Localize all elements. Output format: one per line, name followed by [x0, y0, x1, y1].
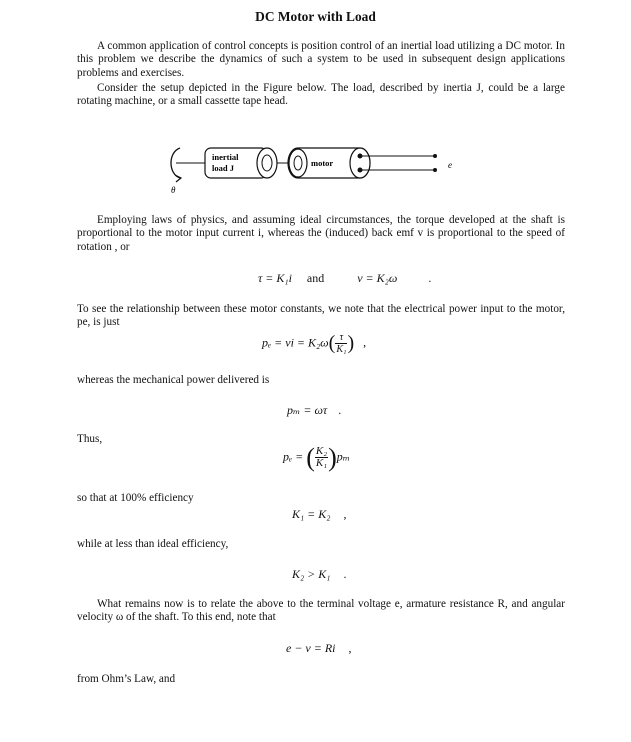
theta-label: θ — [171, 185, 176, 195]
equation-torque — [258, 272, 431, 285]
eq1-right: v = K₂ω — [357, 271, 398, 285]
motor-load-figure — [150, 138, 480, 200]
page-title: DC Motor with Load — [255, 9, 376, 24]
load-label-line1: inertial — [212, 152, 239, 162]
equation-inequality — [292, 568, 346, 581]
paragraph-thus: Thus, — [77, 433, 103, 445]
paragraph-intro: A common application of control concepts is position control of an inertial load utilizing a DC motor. In this problem we describe the dynamics of such a system to be used in subsequent design applications problems and exercises. — [77, 40, 565, 79]
eq4-rhs: pₘ — [336, 449, 351, 464]
terminal-plus — [433, 154, 437, 158]
eq5-tail: , — [343, 507, 347, 521]
load-label-line2: load J — [212, 163, 234, 173]
paragraph-torque: Employing laws of physics, and assuming ideal circumstances, the torque developed at the shaft is proportional to the motor input current i, whereas the (induced) back emf v is proportional to the speed of rotation , or — [77, 214, 565, 253]
paragraph-setup: Consider the setup depicted in the Figure below. The load, described by inertia J, could be a large rotating machine, or a small cassette tape head. — [77, 82, 565, 108]
paragraph-full-efficiency: so that at 100% efficiency — [77, 492, 194, 504]
eq1-dot: . — [428, 271, 432, 285]
eq2-den: K₁ — [336, 344, 347, 355]
eq5: K₁ = K₂ — [292, 507, 331, 521]
eq7: e − v = Ri — [286, 641, 336, 655]
paragraph-mechanical-power: whereas the mechanical power delivered is — [77, 374, 270, 386]
equation-electrical-power: pₑ = vi = K₂ω( $\frac{\tau}{\text{K₁}}$ ) , — [262, 331, 367, 355]
eq4-den: K₁ — [315, 457, 328, 469]
equation-equal-constants — [292, 508, 346, 521]
eq4-lhs: pₑ = — [283, 449, 304, 464]
eq2-lhs: pₑ = vi = K₂ω — [262, 335, 329, 350]
eq6: K₂ > K₁ — [292, 567, 331, 581]
eq7-tail: , — [348, 641, 352, 655]
terminal-label: e — [448, 160, 452, 170]
equation-power-ratio: pₑ = ( $\frac{\text{K₂}}{\text{K₁}}$ )pₘ — [283, 442, 351, 472]
motor-label: motor — [311, 158, 334, 168]
eq2-num: τ — [335, 332, 347, 344]
equation-mechanical-power — [287, 404, 341, 417]
eq2-tail: , — [363, 335, 367, 350]
equation-ohms-law — [286, 642, 352, 655]
paragraph-power-input: To see the relationship between these motor constants, we note that the electrical power input to the motor, pe, is just — [77, 303, 565, 329]
terminal-minus — [433, 168, 437, 172]
paragraph-terminal-voltage: What remains now is to relate the above to the terminal voltage e, armature resistance R, and angular velocity ω of the shaft. To this end, note that — [77, 598, 565, 624]
eq1-and: and — [306, 271, 325, 285]
paragraph-less-efficiency: while at less than ideal efficiency, — [77, 538, 229, 550]
eq6-tail: . — [343, 567, 347, 581]
eq4-num: K₂ — [315, 445, 328, 457]
eq3-tail: . — [338, 403, 342, 417]
eq3: pₘ = ωτ — [287, 403, 328, 417]
eq1-left: τ = K₁i — [258, 271, 292, 285]
paragraph-ohms-law: from Ohm’s Law, and — [77, 673, 176, 685]
